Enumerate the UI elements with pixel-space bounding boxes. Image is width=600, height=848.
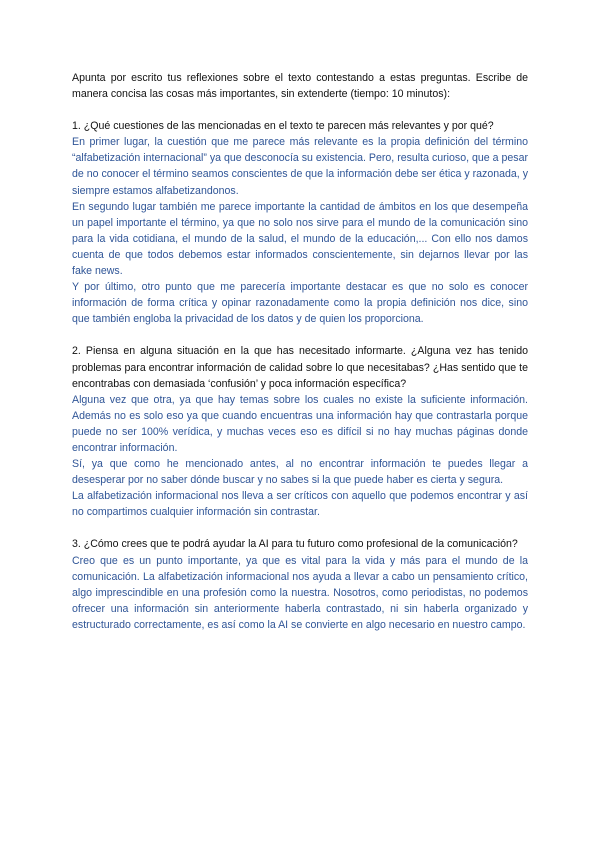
spacer [72, 327, 528, 343]
answer-2-paragraph-2: Sí, ya que como he mencionado antes, al no encontrar información te puedes llegar a desesperar por no saber dónde buscar y no sabes si la que puede haber es cierta y segura. [72, 458, 528, 487]
question-2: 2. Piensa en alguna situación en la que has necesitado informarte. ¿Alguna vez has tenido problemas para encontrar información de calidad sobre lo que necesitabas? ¿Has sentido que te encontrabas con demasiada ‘confusión’ y poca información específica? [72, 345, 528, 390]
answer-1-paragraph-1: En primer lugar, la cuestión que me parece más relevante es la propia definición del término “alfabetización internacional” ya que desconocía su existencia. Pero, resulta curioso, que a pesar de no conocer el término seamos conscientes de que la información debe ser ética y razonada, y siempre estamos alfabetizandonos. [72, 136, 528, 197]
document-body [72, 70, 528, 633]
answer-2-paragraph-3: La alfabetización informacional nos lleva a ser críticos con aquello que podemos encontrar y así no compartimos cualquier información sin contrastar. [72, 490, 528, 519]
spacer [72, 102, 528, 118]
spacer [72, 520, 528, 536]
answer-3-paragraph-1: Creo que es un punto importante, ya que es vital para la vida y más para el mundo de la comunicación. La alfabetización informacional nos ayuda a llevar a cabo un pensamiento crítico, algo imprescindible en una profesión como la nuestra. Nosotros, como periodistas, no podemos ofrecer una información sin anteriormente haberla contrastado, ni sin haberla organizado y estructurado correctamente, es así como la AI se convierte en algo necesario en nuestro campo. [72, 554, 528, 631]
question-3: 3. ¿Cómo crees que te podrá ayudar la AI para tu futuro como profesional de la comunicación? [72, 538, 518, 551]
answer-2-paragraph-1: Alguna vez que otra, ya que hay temas sobre los cuales no existe la suficiente información. Además no es solo eso ya que cuando encuentras una información hay que contrastarla porque puede no ser 100% verídica, y muchas veces eso es difícil si no hay muchas páginas donde encontrar información. [72, 393, 528, 454]
answer-1-paragraph-3: Y por último, otro punto que me parecería importante destacar es que no solo es conocer información de forma crítica y opinar razonadamente como la propia definición nos dice, sino que también engloba la privacidad de los datos y de quien los proporciona. [72, 281, 528, 326]
question-1: 1. ¿Qué cuestiones de las mencionadas en el texto te parecen más relevantes y por qué? [72, 120, 494, 133]
answer-1-paragraph-2: En segundo lugar también me parece importante la cantidad de ámbitos en los que desempeña un papel importante el término, ya que no solo nos sirve para el mundo de la comunicación sino para la vida cotidiana, el mundo de la salud, el mundo de la educación,... Con ello nos damos cuenta de que todos debemos estar informados conscientemente, sin dejarnos llevar por las fake news. [72, 200, 528, 278]
instructions-text: Apunta por escrito tus reflexiones sobre el texto contestando a estas preguntas. Escribe de manera concisa las cosas más importantes, sin extenderte (tiempo: 10 minutos): [72, 72, 528, 101]
